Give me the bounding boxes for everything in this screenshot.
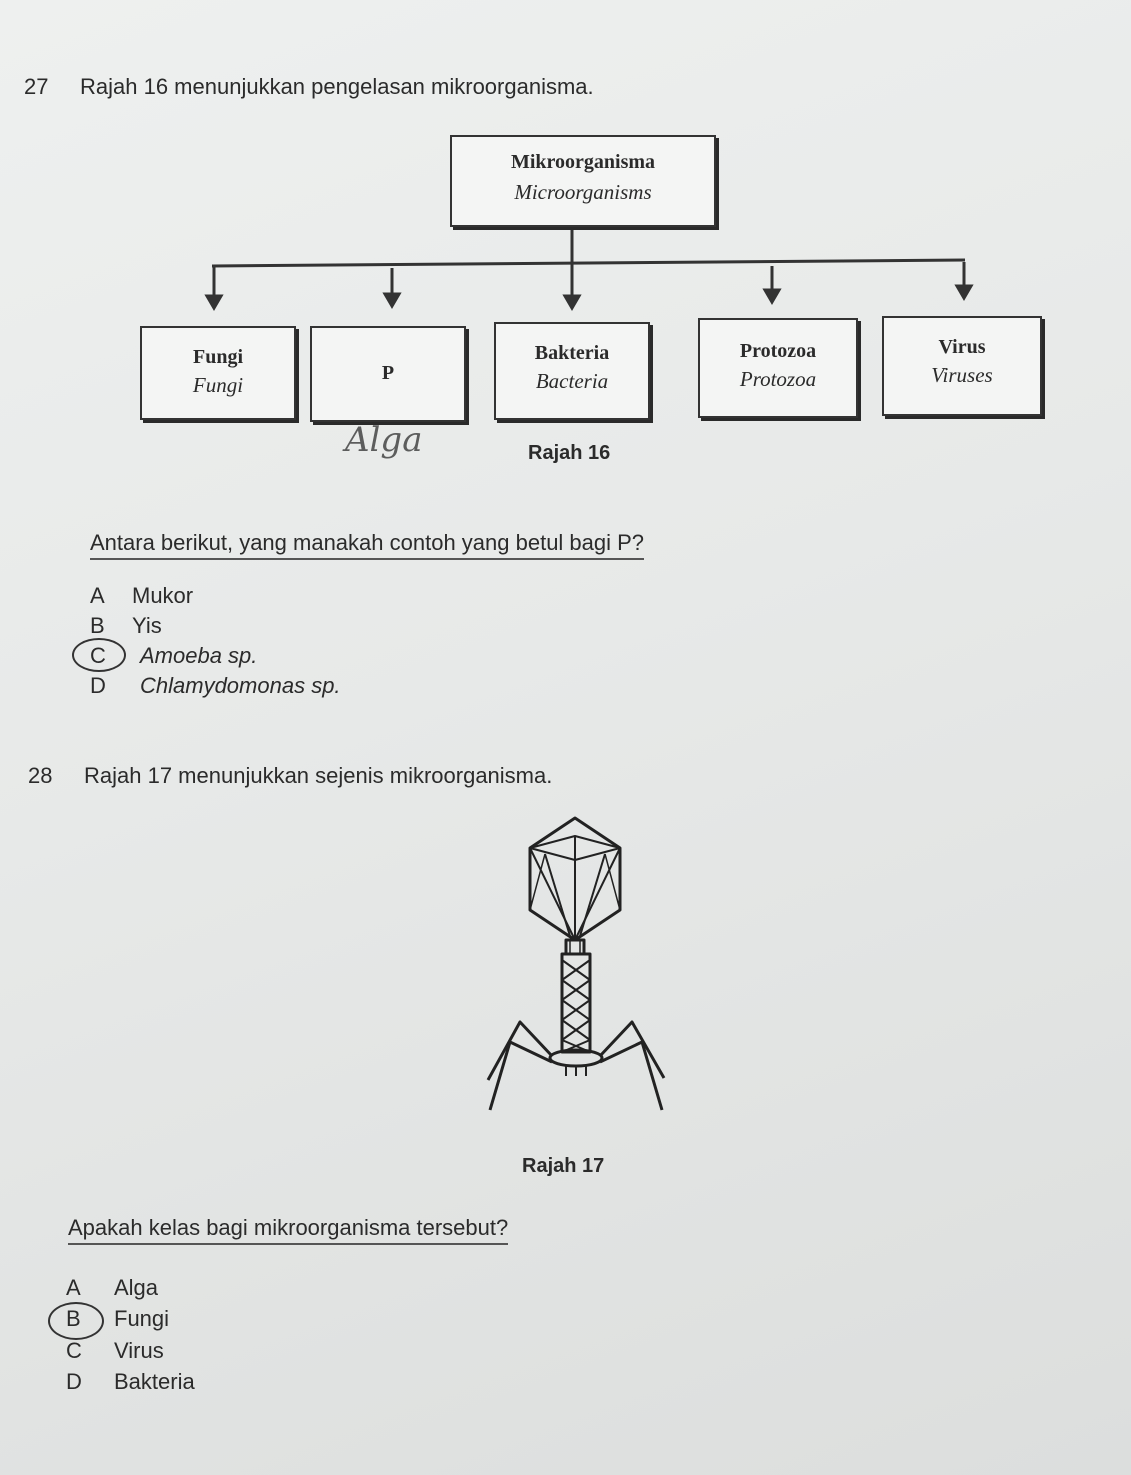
option-letter: A [66,1275,81,1300]
option-letter: A [90,583,105,608]
q28-option-d[interactable] [66,1369,195,1395]
figure-caption-rajah-16: Rajah 16 [528,442,611,464]
handwritten-note-alga: Alga [345,420,423,460]
q27-option-d[interactable] [90,673,341,699]
q27-question: Antara berikut, yang manakah contoh yang betul bagi P? [90,530,644,560]
box-virus [882,316,1042,416]
option-text: Alga [114,1275,159,1300]
virus-label-ms: Virus [938,336,986,358]
virus-label-en: Viruses [931,363,993,387]
fungi-label-en: Fungi [192,373,244,397]
q27-stem: Rajah 16 menunjukkan pengelasan mikroorganisma. [80,74,594,99]
option-text: Fungi [114,1306,170,1331]
box-protozoa [698,318,858,418]
root-box-microorganisms [450,135,716,227]
root-label-en: Microorganisms [514,180,652,204]
q28-question: Apakah kelas bagi mikroorganisma tersebut? [68,1215,508,1245]
q27-number: 27 [24,74,49,99]
option-letter: C [90,643,106,668]
q28-option-c[interactable] [66,1338,164,1364]
option-letter: B [90,613,105,638]
q27-option-b[interactable] [90,613,162,639]
fungi-label-ms: Fungi [192,346,244,368]
bacteria-label-en: Bacteria [535,369,609,393]
q28-option-b[interactable] [66,1306,169,1332]
option-text: Chlamydomonas sp. [140,673,341,698]
q28-option-a[interactable] [66,1275,158,1301]
p-label: P [381,362,395,384]
option-letter: D [90,673,106,698]
figure-caption-rajah-17: Rajah 17 [522,1155,605,1177]
option-text: Amoeba sp. [140,643,258,668]
q27-option-c[interactable] [90,643,257,669]
option-letter: D [66,1369,82,1394]
option-letter: C [66,1338,82,1363]
protozoa-label-ms: Protozoa [739,340,817,362]
bacteriophage-illustration [470,810,690,1130]
box-bacteria [494,322,650,420]
bacteria-label-ms: Bakteria [534,342,610,364]
option-text: Mukor [132,583,194,608]
root-label-ms: Mikroorganisma [510,151,656,173]
option-text: Virus [114,1338,164,1363]
option-letter: B [66,1306,81,1331]
q28-number: 28 [28,763,53,788]
q27-option-a[interactable] [90,583,193,609]
option-text: Bakteria [114,1369,195,1394]
protozoa-label-en: Protozoa [739,367,817,391]
option-text: Yis [132,613,162,638]
box-p [310,326,466,422]
box-fungi [140,326,296,420]
q28-stem: Rajah 17 menunjukkan sejenis mikroorganisma. [84,763,553,788]
